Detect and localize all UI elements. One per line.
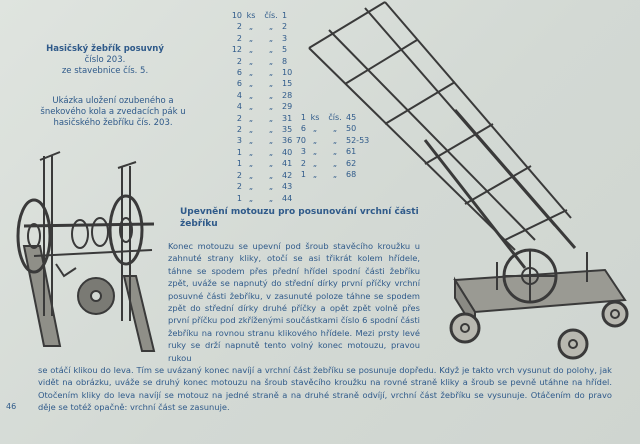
parts-cell-q: 2 [236,113,242,123]
parts-cell-q: 10 [231,11,242,20]
parts-cell-q: 6 [300,124,306,134]
parts-cell-n: 2 [282,22,288,32]
parts-cell-u: „ [248,45,254,55]
parts-cell-c: „ [268,102,274,112]
page-number: 46 [6,402,17,411]
parts-cell-n: 5 [282,45,288,55]
parts-cell-u: „ [312,135,318,145]
parts-cell-n: 44 [282,193,293,203]
parts-cell-n: 35 [282,125,293,135]
parts-row [228,21,302,32]
parts-cell-c: „ [268,22,274,32]
instruction-paragraph: Konec motouzu se upevní pod šroub stavěcího kroužku u zahnuté strany kliky, otočí se asi třikrát kolem hřídele, táhne se spodem přes přední hřídel spodní části žebříku zpět, uváže se napnutý do střední dírky první příčky vrchní posuvné části žebříku, v zasunuté poloze táhne se spodem zpět do střední dírky druhé příčky a opět zpět volně přes první příčku pod zkříženými součástkami číslo 6 spodní části žebříku na rovnou stranu klikového hřídele. Mezi prsty levé ruky se drží napnutě tento volný konec motouzu, pravou rukou [168,241,420,363]
parts-row [228,181,302,192]
parts-cell-c: „ [268,113,274,123]
caption-model-number: číslo 203. [84,55,126,65]
parts-cell-c: „ [332,158,338,168]
caption-kit-number: ze stavebnice čís. 5. [61,66,149,76]
parts-row [228,56,302,67]
parts-cell-c: „ [268,45,274,55]
parts-cell-c: „ [268,33,274,43]
parts-cell-q: 2 [236,125,242,135]
instruction-continuation: se otáčí klikou do leva. Tím se uvázaný konec navíjí a vrchní část žebříku se posunuje dopředu. Když je takto vrch vysunut do polohy, jak vidět na obrázku, uváže se druhý konec motouzu na šroub stavěcího kroužku na rovné straně kliky a šroub se pevně utáhne na hřídel. Otočením kliky do leva navíjí se motouz na jedné straně a na druhé straně odvíjí, vrchní část žebříku se vysunuje. Otáčením do pravo děje se totéž opačně: vrchní část se zasunuje. [38,365,612,413]
section-title: Upevnění motouzu pro posunování vrchní části žebříku [180,207,419,229]
parts-cell-c: čís. [264,11,278,20]
parts-cell-u: „ [248,159,254,169]
parts-cell-q: 1 [236,147,242,157]
parts-cell-u: „ [248,22,254,32]
parts-cell-u: „ [312,170,318,180]
parts-cell-u: „ [248,33,254,43]
parts-row [228,44,302,55]
parts-cell-q: 1 [236,159,242,169]
parts-list-left [228,10,302,204]
parts-row [228,10,302,21]
parts-row [228,158,302,169]
parts-cell-c: „ [268,90,274,100]
parts-cell-q: 2 [236,170,242,180]
parts-cell-q: 6 [236,68,242,78]
parts-cell-c: „ [268,147,274,157]
parts-cell-c: „ [332,170,338,180]
parts-cell-u: „ [248,182,254,192]
parts-cell-u: „ [248,56,254,66]
parts-row [228,135,302,146]
parts-cell-c: „ [268,159,274,169]
parts-cell-q: 2 [236,56,242,66]
parts-cell-n: 40 [282,147,293,157]
parts-cell-c: „ [332,124,338,134]
parts-cell-u: „ [248,113,254,123]
parts-cell-c: „ [268,193,274,203]
parts-cell-c: „ [268,125,274,135]
parts-cell-q: 2 [236,182,242,192]
parts-cell-q: 3 [236,136,242,146]
parts-cell-q: 3 [300,147,306,157]
parts-row [228,124,302,135]
parts-cell-n: 3 [282,33,288,43]
parts-cell-u: „ [248,68,254,78]
parts-cell-n: 42 [282,170,293,180]
parts-cell-n: 1 [282,11,288,20]
parts-cell-n: 29 [282,102,293,112]
parts-cell-n: 15 [282,79,293,89]
parts-cell-c: „ [268,170,274,180]
detail-caption: Ukázka uložení ozubeného a šnekového kola a zvedacích pák u hasičského žebříku čís. 203. [40,96,186,128]
parts-cell-q: 4 [236,90,242,100]
parts-cell-u: „ [248,102,254,112]
parts-row [228,170,302,181]
parts-row [228,101,302,112]
parts-cell-n: 43 [282,182,293,192]
parts-row [228,147,302,158]
parts-cell-u: „ [248,136,254,146]
parts-cell-c: „ [268,182,274,192]
parts-cell-u: ks [246,11,256,20]
parts-cell-n: 36 [282,136,293,146]
parts-cell-n: 50 [346,124,357,134]
parts-cell-q: 1 [300,113,306,122]
parts-cell-u: „ [312,158,318,168]
parts-cell-c: „ [268,136,274,146]
parts-cell-u: „ [312,147,318,157]
parts-row [228,67,302,78]
caption-title: Hasičský žebřík posuvný [46,44,164,54]
parts-cell-n: 45 [346,113,357,122]
parts-row [228,193,302,204]
parts-cell-n: 10 [282,68,293,78]
parts-cell-q: 4 [236,102,242,112]
parts-cell-n: 62 [346,158,357,168]
parts-row [228,78,302,89]
parts-cell-u: „ [312,124,318,134]
parts-cell-q: 12 [231,45,242,55]
parts-cell-n: 52-53 [346,135,370,145]
figure-caption [40,44,170,77]
parts-cell-c: „ [268,79,274,89]
parts-cell-u: „ [248,90,254,100]
parts-cell-n: 61 [346,147,357,157]
parts-cell-q: 2 [236,33,242,43]
parts-cell-c: „ [332,135,338,145]
parts-cell-q: 2 [300,158,306,168]
parts-row [228,90,302,101]
parts-cell-q: 2 [236,22,242,32]
parts-cell-n: 31 [282,113,293,123]
parts-cell-u: ks [310,113,320,122]
parts-row [228,113,302,124]
parts-cell-n: 28 [282,90,293,100]
parts-cell-q: 70 [295,135,306,145]
parts-cell-u: „ [248,170,254,180]
parts-cell-u: „ [248,79,254,89]
parts-cell-u: „ [248,193,254,203]
parts-cell-q: 1 [236,193,242,203]
parts-cell-n: 41 [282,159,293,169]
parts-row [228,33,302,44]
parts-cell-q: 6 [236,79,242,89]
parts-cell-u: „ [248,125,254,135]
parts-cell-c: „ [268,56,274,66]
crank-mechanism-illustration [4,146,164,356]
parts-cell-c: „ [268,68,274,78]
parts-cell-n: 68 [346,170,357,180]
parts-cell-c: čís. [328,113,342,122]
parts-cell-c: „ [332,147,338,157]
parts-cell-n: 8 [282,56,288,66]
parts-cell-u: „ [248,147,254,157]
parts-cell-q: 1 [300,170,306,180]
